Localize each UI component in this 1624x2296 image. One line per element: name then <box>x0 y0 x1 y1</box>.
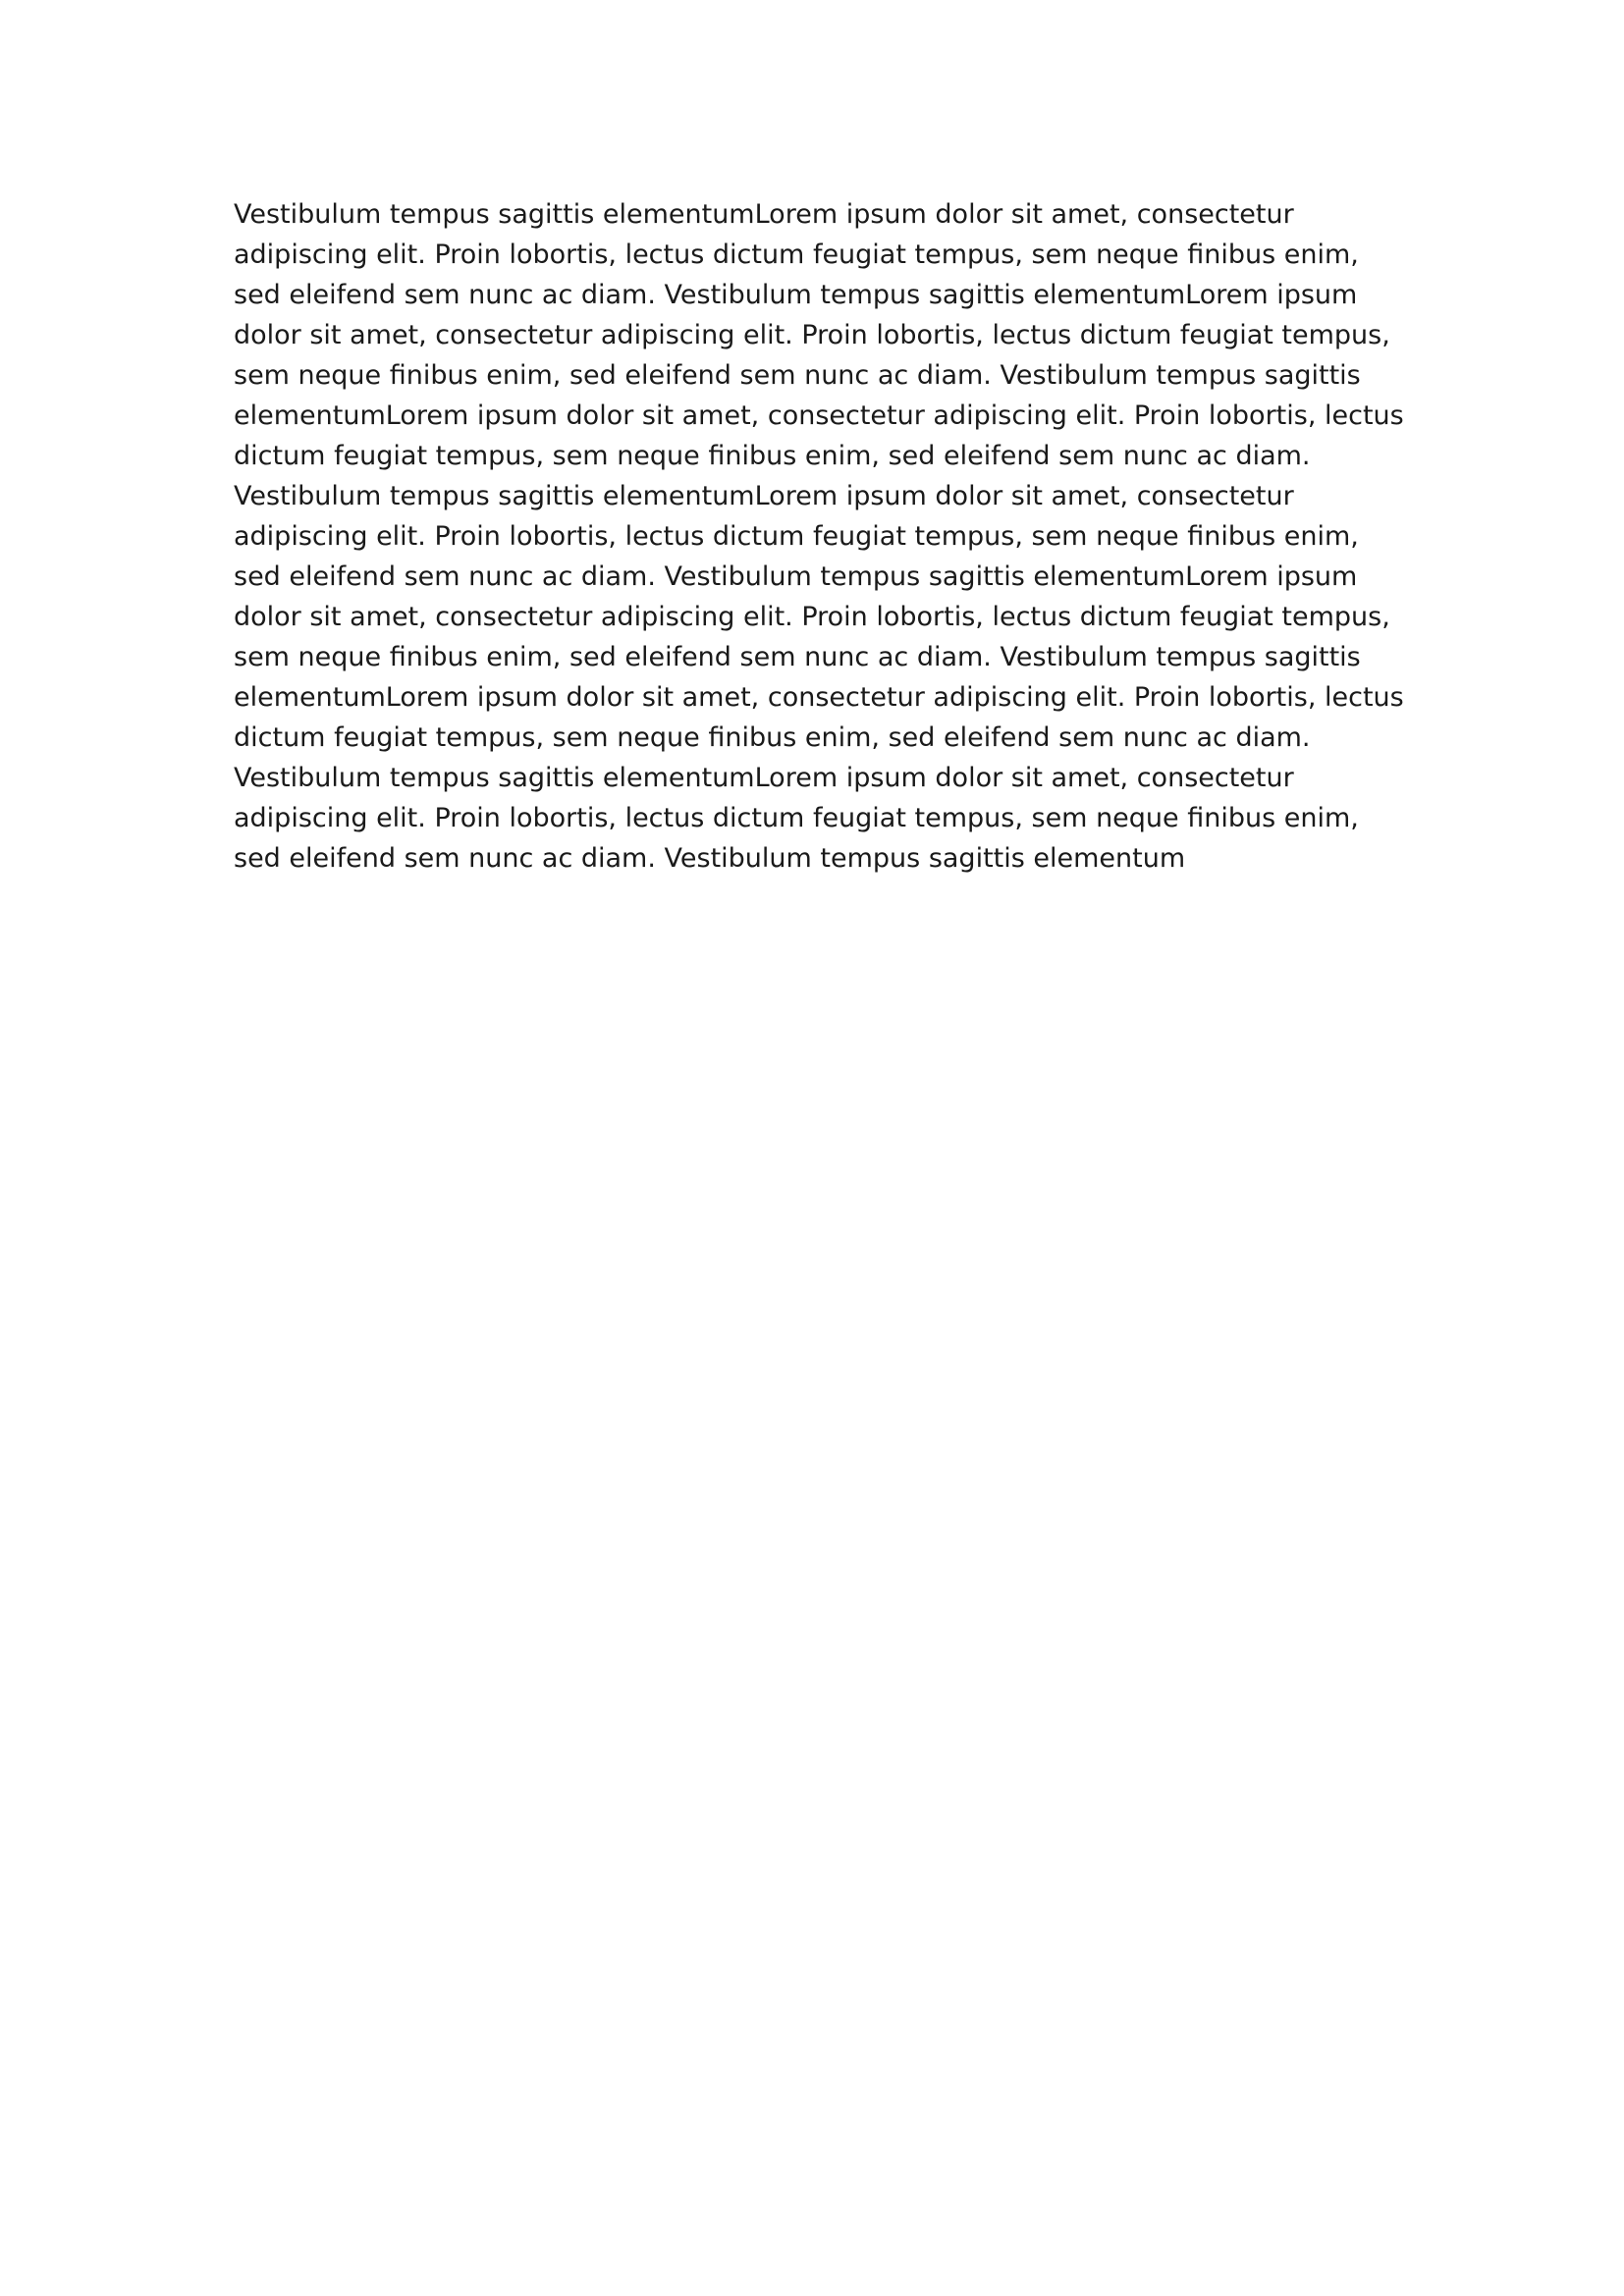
text-line: adipiscing elit. Proin lobortis, lectus dictum feugiat tempus, sem neque finibus enim, <box>234 521 1359 552</box>
text-line: dolor sit amet, consectetur adipiscing elit. Proin lobortis, lectus dictum feugiat tempus, <box>234 602 1390 632</box>
text-line: dictum feugiat tempus, sem neque finibus enim, sed eleifend sem nunc ac diam. <box>234 722 1311 753</box>
text-line: dolor sit amet, consectetur adipiscing elit. Proin lobortis, lectus dictum feugiat tempus, <box>234 320 1390 350</box>
text-line: dictum feugiat tempus, sem neque finibus enim, sed eleifend sem nunc ac diam. <box>234 441 1311 471</box>
text-line: sem neque finibus enim, sed eleifend sem nunc ac diam. Vestibulum tempus sagittis <box>234 360 1361 391</box>
text-line: adipiscing elit. Proin lobortis, lectus dictum feugiat tempus, sem neque finibus enim, <box>234 803 1359 833</box>
text-line: elementumLorem ipsum dolor sit amet, consectetur adipiscing elit. Proin lobortis, lectus <box>234 682 1404 713</box>
text-line: sed eleifend sem nunc ac diam. Vestibulum tempus sagittis elementumLorem ipsum <box>234 280 1358 310</box>
text-line: Vestibulum tempus sagittis elementumLorem ipsum dolor sit amet, consectetur <box>234 763 1294 793</box>
text-line: sed eleifend sem nunc ac diam. Vestibulum tempus sagittis elementumLorem ipsum <box>234 561 1358 592</box>
text-line: Vestibulum tempus sagittis elementumLorem ipsum dolor sit amet, consectetur <box>234 481 1294 511</box>
text-line: adipiscing elit. Proin lobortis, lectus dictum feugiat tempus, sem neque finibus enim, <box>234 240 1359 270</box>
body-paragraph <box>234 194 1412 879</box>
text-line: Vestibulum tempus sagittis elementumLorem ipsum dolor sit amet, consectetur <box>234 199 1294 230</box>
text-line: sed eleifend sem nunc ac diam. Vestibulum tempus sagittis elementum <box>234 843 1186 874</box>
text-line: sem neque finibus enim, sed eleifend sem nunc ac diam. Vestibulum tempus sagittis <box>234 642 1361 672</box>
text-line: elementumLorem ipsum dolor sit amet, consectetur adipiscing elit. Proin lobortis, lectus <box>234 400 1404 431</box>
